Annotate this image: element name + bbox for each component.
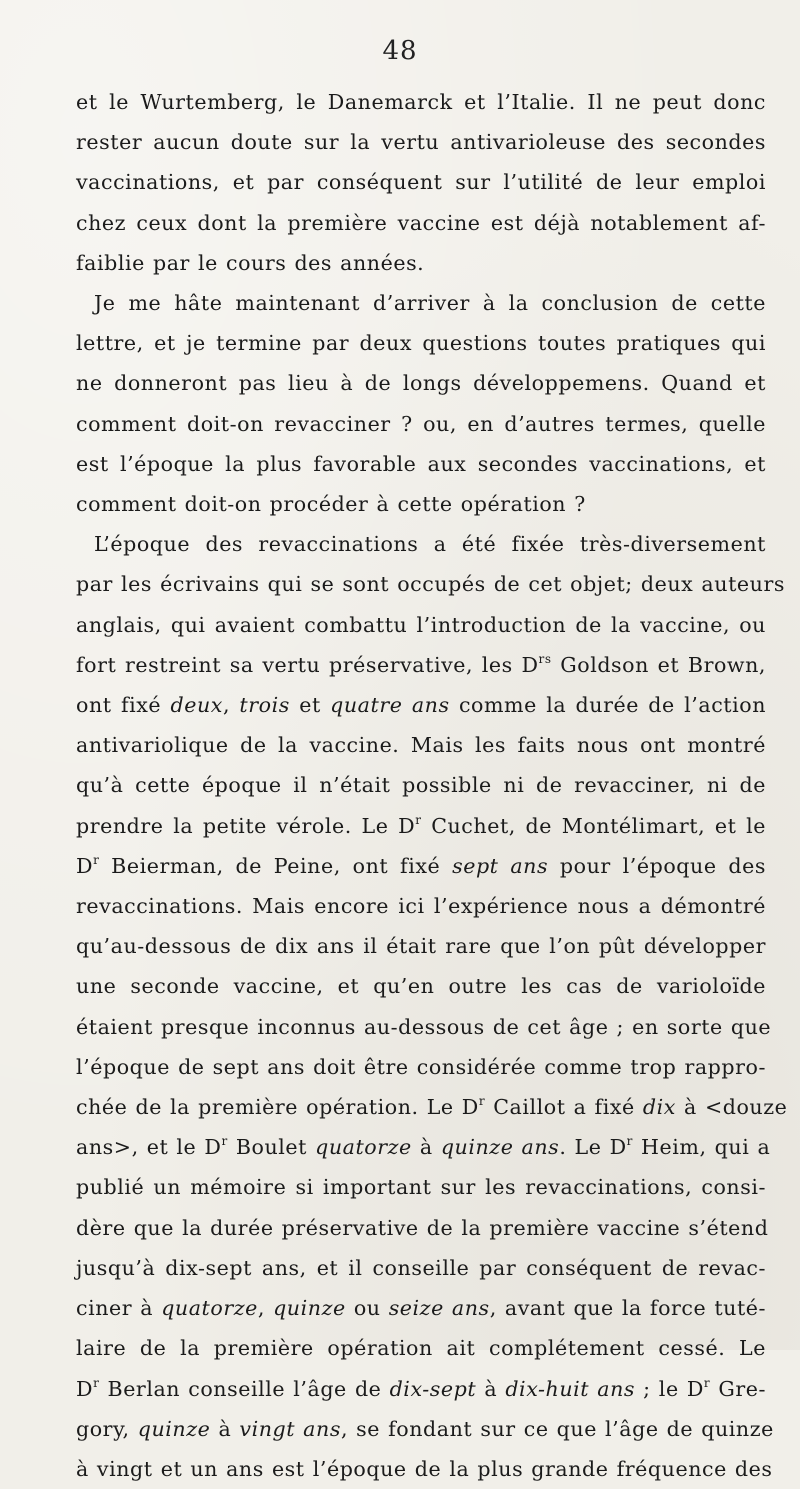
- text-line: anglais, qui avaient combattu l’introduction de la vaccine, ou: [76, 612, 766, 637]
- text-line: comment doit-on revacciner ? ou, en d’autres termes, quelle: [76, 411, 766, 436]
- text-line: par les écrivains qui se sont occupés de cet objet; deux auteurs: [76, 572, 785, 597]
- text-line: fort restreint sa vertu préservative, les $D^{rs}$ Goldson et Brown,: [76, 651, 766, 677]
- text-line: qu’au-dessous de dix ans il était rare que l’on pût développer: [76, 934, 766, 959]
- text-line: L’époque des revaccinations a été fixée très-diversement: [94, 532, 766, 557]
- text-line: ciner à quatorze, quinze ou seize ans, avant que la force tuté-: [76, 1296, 767, 1321]
- text-line: qu’à cette époque il n’était possible ni de revacciner, ni de: [76, 773, 766, 798]
- text-line: revaccinations. Mais encore ici l’expérience nous a démontré: [76, 894, 766, 919]
- text-line: une seconde vaccine, et qu’en outre les cas de varioloïde: [76, 974, 766, 999]
- text-line: antivariolique de la vaccine. Mais les faits nous ont montré: [76, 733, 766, 758]
- text-line: jusqu’à dix-sept ans, et il conseille par conséquent de revac-: [76, 1255, 766, 1280]
- text-line: ans>, et le $D^r$ Boulet quatorze à quinze ans. Le $D^r$ Heim, qui a: [76, 1134, 771, 1160]
- text-line: à vingt et un ans est l’époque de la plus grande fréquence des: [76, 1456, 773, 1481]
- text-line: laire de la première opération ait complétement cessé. Le: [76, 1336, 766, 1361]
- text-line: ne donneront pas lieu à de longs développemens. Quand et: [76, 371, 766, 396]
- text-line: comment doit-on procéder à cette opération ?: [76, 492, 586, 517]
- body-text: [76, 82, 788, 1489]
- text-line: Je me hâte maintenant d’arriver à la conclusion de cette: [94, 291, 766, 316]
- text-line: chée de la première opération. Le $D^r$ Caillot a fixé dix à <douze: [76, 1094, 788, 1120]
- page-number: 48: [382, 36, 418, 66]
- text-line: $D^r$ Beierman, de Peine, ont fixé sept ans pour l’époque des: [76, 852, 766, 878]
- text-line: lettre, et je termine par deux questions toutes pratiques qui: [76, 331, 766, 356]
- text-line: vaccinations, et par conséquent sur l’utilité de leur emploi: [76, 170, 766, 195]
- text-line: l’époque de sept ans doit être considérée comme trop rappro-: [76, 1054, 766, 1079]
- text-line: gory, quinze à vingt ans, se fondant sur ce que l’âge de quinze: [76, 1416, 774, 1441]
- text-line: rester aucun doute sur la vertu antivarioleuse des secondes: [76, 130, 766, 155]
- text-line: faiblie par le cours des années.: [76, 250, 425, 275]
- text-line: dère que la durée préservative de la première vaccine s’étend: [76, 1215, 769, 1240]
- text-line: $D^r$ Berlan conseille l’âge de dix-sept à dix-huit ans ; le $D^r$ Gre-: [76, 1375, 766, 1401]
- text-line: étaient presque inconnus au-dessous de cet âge ; en sorte que: [76, 1014, 772, 1039]
- text-line: prendre la petite vérole. Le $D^r$ Cuchet, de Montélimart, et le: [76, 812, 766, 838]
- text-line: et le Wurtemberg, le Danemarck et l’Italie. Il ne peut donc: [76, 90, 766, 114]
- text-line: chez ceux dont la première vaccine est déjà notablement af-: [76, 210, 766, 235]
- text-line: ont fixé deux, trois et quatre ans comme la durée de l’action: [76, 693, 767, 718]
- text-line: est l’époque la plus favorable aux secondes vaccinations, et: [76, 451, 766, 476]
- text-line: publié un mémoire si important sur les revaccinations, consi-: [76, 1175, 766, 1200]
